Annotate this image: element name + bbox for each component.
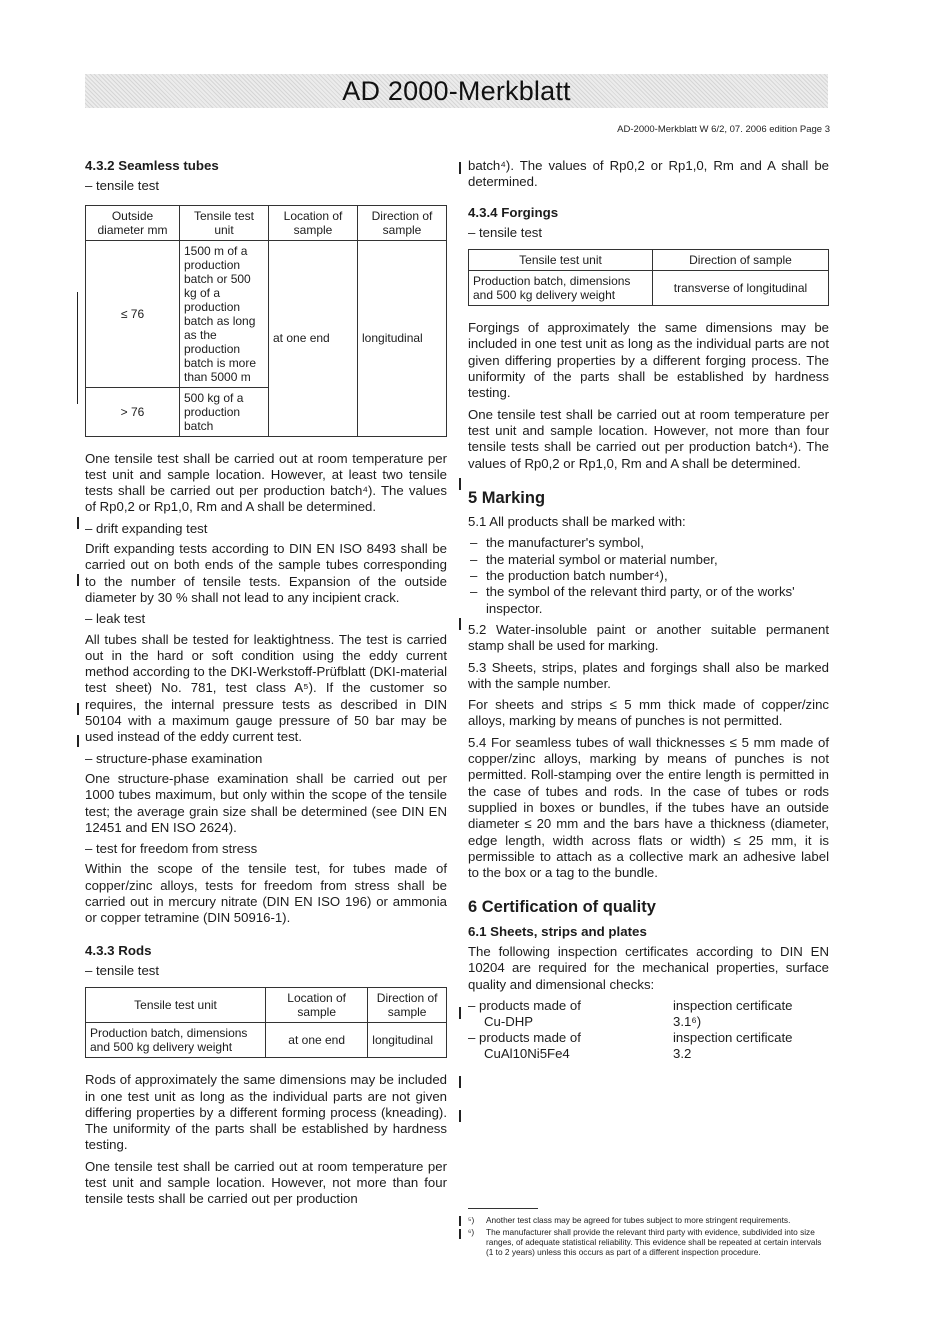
- table-cell: Production batch, dimensions and 500 kg delivery weight: [86, 1023, 266, 1058]
- list-item: – the manufacturer's symbol,: [468, 535, 829, 551]
- table-cell: at one end: [266, 1023, 368, 1058]
- cert-cell: Cu-DHP: [484, 1013, 534, 1029]
- section-5-heading: 5 Marking: [468, 488, 546, 507]
- paragraph: For sheets and strips ≤ 5 mm thick made of copper/zinc alloys, marking by means of punches is not permitted.: [468, 697, 829, 729]
- marking-list: [468, 535, 829, 616]
- left-column: [85, 158, 447, 1213]
- cert-cell: inspection certificate: [673, 997, 793, 1013]
- forgings-tensile-label: – tensile test: [468, 225, 829, 241]
- cert-cell: – products made of: [468, 997, 581, 1013]
- change-bar: [459, 478, 461, 490]
- table-cell: transverse of longitudinal: [653, 271, 829, 306]
- paragraph: 5.3 Sheets, strips, plates and forgings shall also be marked with the sample number.: [468, 659, 829, 691]
- section-6-1-heading: 6.1 Sheets, strips and plates: [468, 923, 647, 939]
- paragraph: One structure-phase examination shall be carried out per 1000 tubes maximum, but only within the scope of the tensile test; the average grain size shall be determined (see DIN EN 12451 and EN ISO 2624).: [85, 770, 447, 835]
- table-cell: longitudinal: [358, 240, 447, 436]
- table-cell: at one end: [269, 240, 358, 436]
- stress-test-label: – test for freedom from stress: [85, 841, 447, 857]
- seamless-tubes-table: [85, 205, 447, 437]
- table-header: Direction of sample: [358, 205, 447, 240]
- change-bar: [459, 1076, 461, 1088]
- table-header: Direction of sample: [653, 250, 829, 271]
- cert-cell: – products made of: [468, 1029, 581, 1045]
- table-cell: ≤ 76: [86, 240, 180, 387]
- tensile-test-label: – tensile test: [85, 178, 447, 194]
- footnote-5: ⁵) Another test class may be agreed for tubes subject to more stringent requirements.: [468, 1215, 791, 1225]
- section-4-3-2-heading: 4.3.2 Seamless tubes: [85, 158, 219, 173]
- rods-table: [85, 987, 447, 1058]
- structure-test-label: – structure-phase examination: [85, 751, 447, 767]
- paragraph: Within the scope of the tensile test, for tubes made of copper/zinc alloys, tests for freedom from stress shall be carried out in mercury nitrate (DIN EN ISO 196) or ammonia or copper tetramine (DIN 50916-1).: [85, 861, 447, 926]
- paragraph: One tensile test shall be carried out at room temperature per test unit and sample location. However, not more than four tensile tests shall be carried out per production: [85, 1158, 447, 1207]
- page-info: AD-2000-Merkblatt W 6/2, 07. 2006 edition Page 3: [617, 124, 830, 135]
- paragraph: Forgings of approximately the same dimensions may be included in one test unit as long as the individual parts are not given differing properties by a different forging process. The uniformity of the parts shall be established by hardness testing.: [468, 320, 829, 401]
- table-header: Location of sample: [266, 988, 368, 1023]
- drift-test-label: – drift expanding test: [85, 521, 447, 537]
- table-header: Tensile test unit: [469, 250, 653, 271]
- paragraph: Rods of approximately the same dimensions may be included in one test unit as long as the individual parts are not given differing properties by a different forming process (kneading). The uniformity of the parts shall be established by hardness testing.: [85, 1072, 447, 1153]
- change-bar: [77, 735, 79, 747]
- forgings-table: [468, 249, 829, 306]
- paragraph: 5.2 Water-insoluble paint or another suitable permanent stamp shall be used for marking.: [468, 621, 829, 654]
- footnote-6: ⁶) The manufacturer shall provide the relevant third party with evidence, subdivided into size ranges, of adequate statistical reliability. This evidence shall be repeated at certain intervals (1 to 2 years) unless this occurs as part of a different inspection procedure.: [468, 1227, 822, 1257]
- section-4-3-4-heading: 4.3.4 Forgings: [468, 204, 559, 220]
- change-bar: [77, 703, 79, 715]
- paragraph: Drift expanding tests according to DIN EN ISO 8493 shall be carried out on both ends of the sample tubes corresponding to the number of tensile tests. Expansion of the outside diameter by 30 % shall not lead to any incipient crack.: [85, 541, 447, 605]
- header-banner: [85, 74, 828, 108]
- paragraph: All tubes shall be tested for leaktightness. The test is carried out in the hard or soft condition using the eddy current method according to the DKI-Werkstoff-Prüfblatt (DKI-material test sheet) No. 781, test class A⁵). If the customer so requires, the internal pressure tests as described in DIN 50104 with a maximum gauge pressure of 50 bar may be used instead of the eddy current test.: [85, 631, 447, 745]
- change-bar: [459, 1216, 461, 1226]
- list-item: – the material symbol or material number,: [468, 552, 829, 568]
- paragraph: 5.1 All products shall be marked with:: [468, 514, 686, 530]
- cert-cell: 3.1⁶): [673, 1013, 702, 1029]
- change-bar: [77, 517, 79, 529]
- paragraph: The following inspection certificates according to DIN EN 10204 are required for the mechanical properties, surface quality and dimensional checks:: [468, 943, 829, 992]
- table-cell: > 76: [86, 387, 180, 436]
- table-header: Outside diameter mm: [86, 205, 180, 240]
- change-bar: [459, 162, 461, 174]
- rods-tensile-label: – tensile test: [85, 963, 447, 979]
- section-6-heading: 6 Certification of quality: [468, 898, 656, 917]
- footnote-rule: [468, 1208, 538, 1209]
- document-title: AD 2000-Merkblatt: [342, 75, 571, 106]
- footnotes: [468, 1208, 828, 1259]
- cert-cell: inspection certificate: [673, 1029, 793, 1045]
- section-4-3-3-heading: 4.3.3 Rods: [85, 942, 152, 958]
- table-cell: 1500 m of a production batch or 500 kg of a production batch as long as the production batch is more than 5000 m: [180, 240, 269, 387]
- table-cell: 500 kg of a production batch: [180, 387, 269, 436]
- cert-cell: 3.2: [673, 1045, 692, 1061]
- list-item: – the symbol of the relevant third party, or of the works' inspector.: [468, 584, 829, 617]
- change-bar: [77, 292, 78, 404]
- change-bar: [459, 1110, 461, 1122]
- table-cell: Production batch, dimensions and 500 kg delivery weight: [469, 271, 653, 306]
- table-header: Direction of sample: [368, 988, 447, 1023]
- certificate-grid: [468, 998, 829, 1062]
- leak-test-label: – leak test: [85, 611, 447, 627]
- paragraph: One tensile test shall be carried out at room temperature per test unit and sample location. However, at least two tensile tests shall be carried out per production batch⁴). The values of Rp0,2 or Rp1,0, Rm and A shall be determined.: [85, 450, 447, 515]
- table-header: Tensile test unit: [86, 988, 266, 1023]
- paragraph: One tensile test shall be carried out at room temperature per test unit and sample location. However, not more than four tensile tests shall be carried out per production batch⁴). The values of Rp0,2 or Rp1,0, Rm and A shall be determined.: [468, 406, 829, 471]
- change-bar: [459, 1229, 461, 1239]
- paragraph: batch⁴). The values of Rp0,2 or Rp1,0, Rm and A shall be determined.: [468, 158, 829, 190]
- cert-cell: CuAl10Ni5Fe4: [484, 1045, 570, 1061]
- change-bar: [459, 618, 461, 630]
- table-header: Location of sample: [269, 205, 358, 240]
- list-item: – the production batch number⁴),: [468, 568, 829, 584]
- change-bar: [459, 1007, 461, 1019]
- paragraph: 5.4 For seamless tubes of wall thicknesses ≤ 5 mm made of copper/zinc alloys, marking by means of punches is not permitted. Roll-stamping over the entire length is permitted in the case of tubes and rods. In the case of tubes or rods supplied in boxes or bundles, if the tubes have an outside diameter ≤ 20 mm and the bars have a thickness (diameter, edge length, width across flats or width) ≤ 25 mm, it is permissible to attach as a collective mark an adhesive label to the box or a tag to the bundle.: [468, 734, 829, 881]
- right-column: [468, 158, 829, 1062]
- table-header: Tensile test unit: [180, 205, 269, 240]
- table-cell: longitudinal: [368, 1023, 447, 1058]
- change-bar: [77, 574, 79, 586]
